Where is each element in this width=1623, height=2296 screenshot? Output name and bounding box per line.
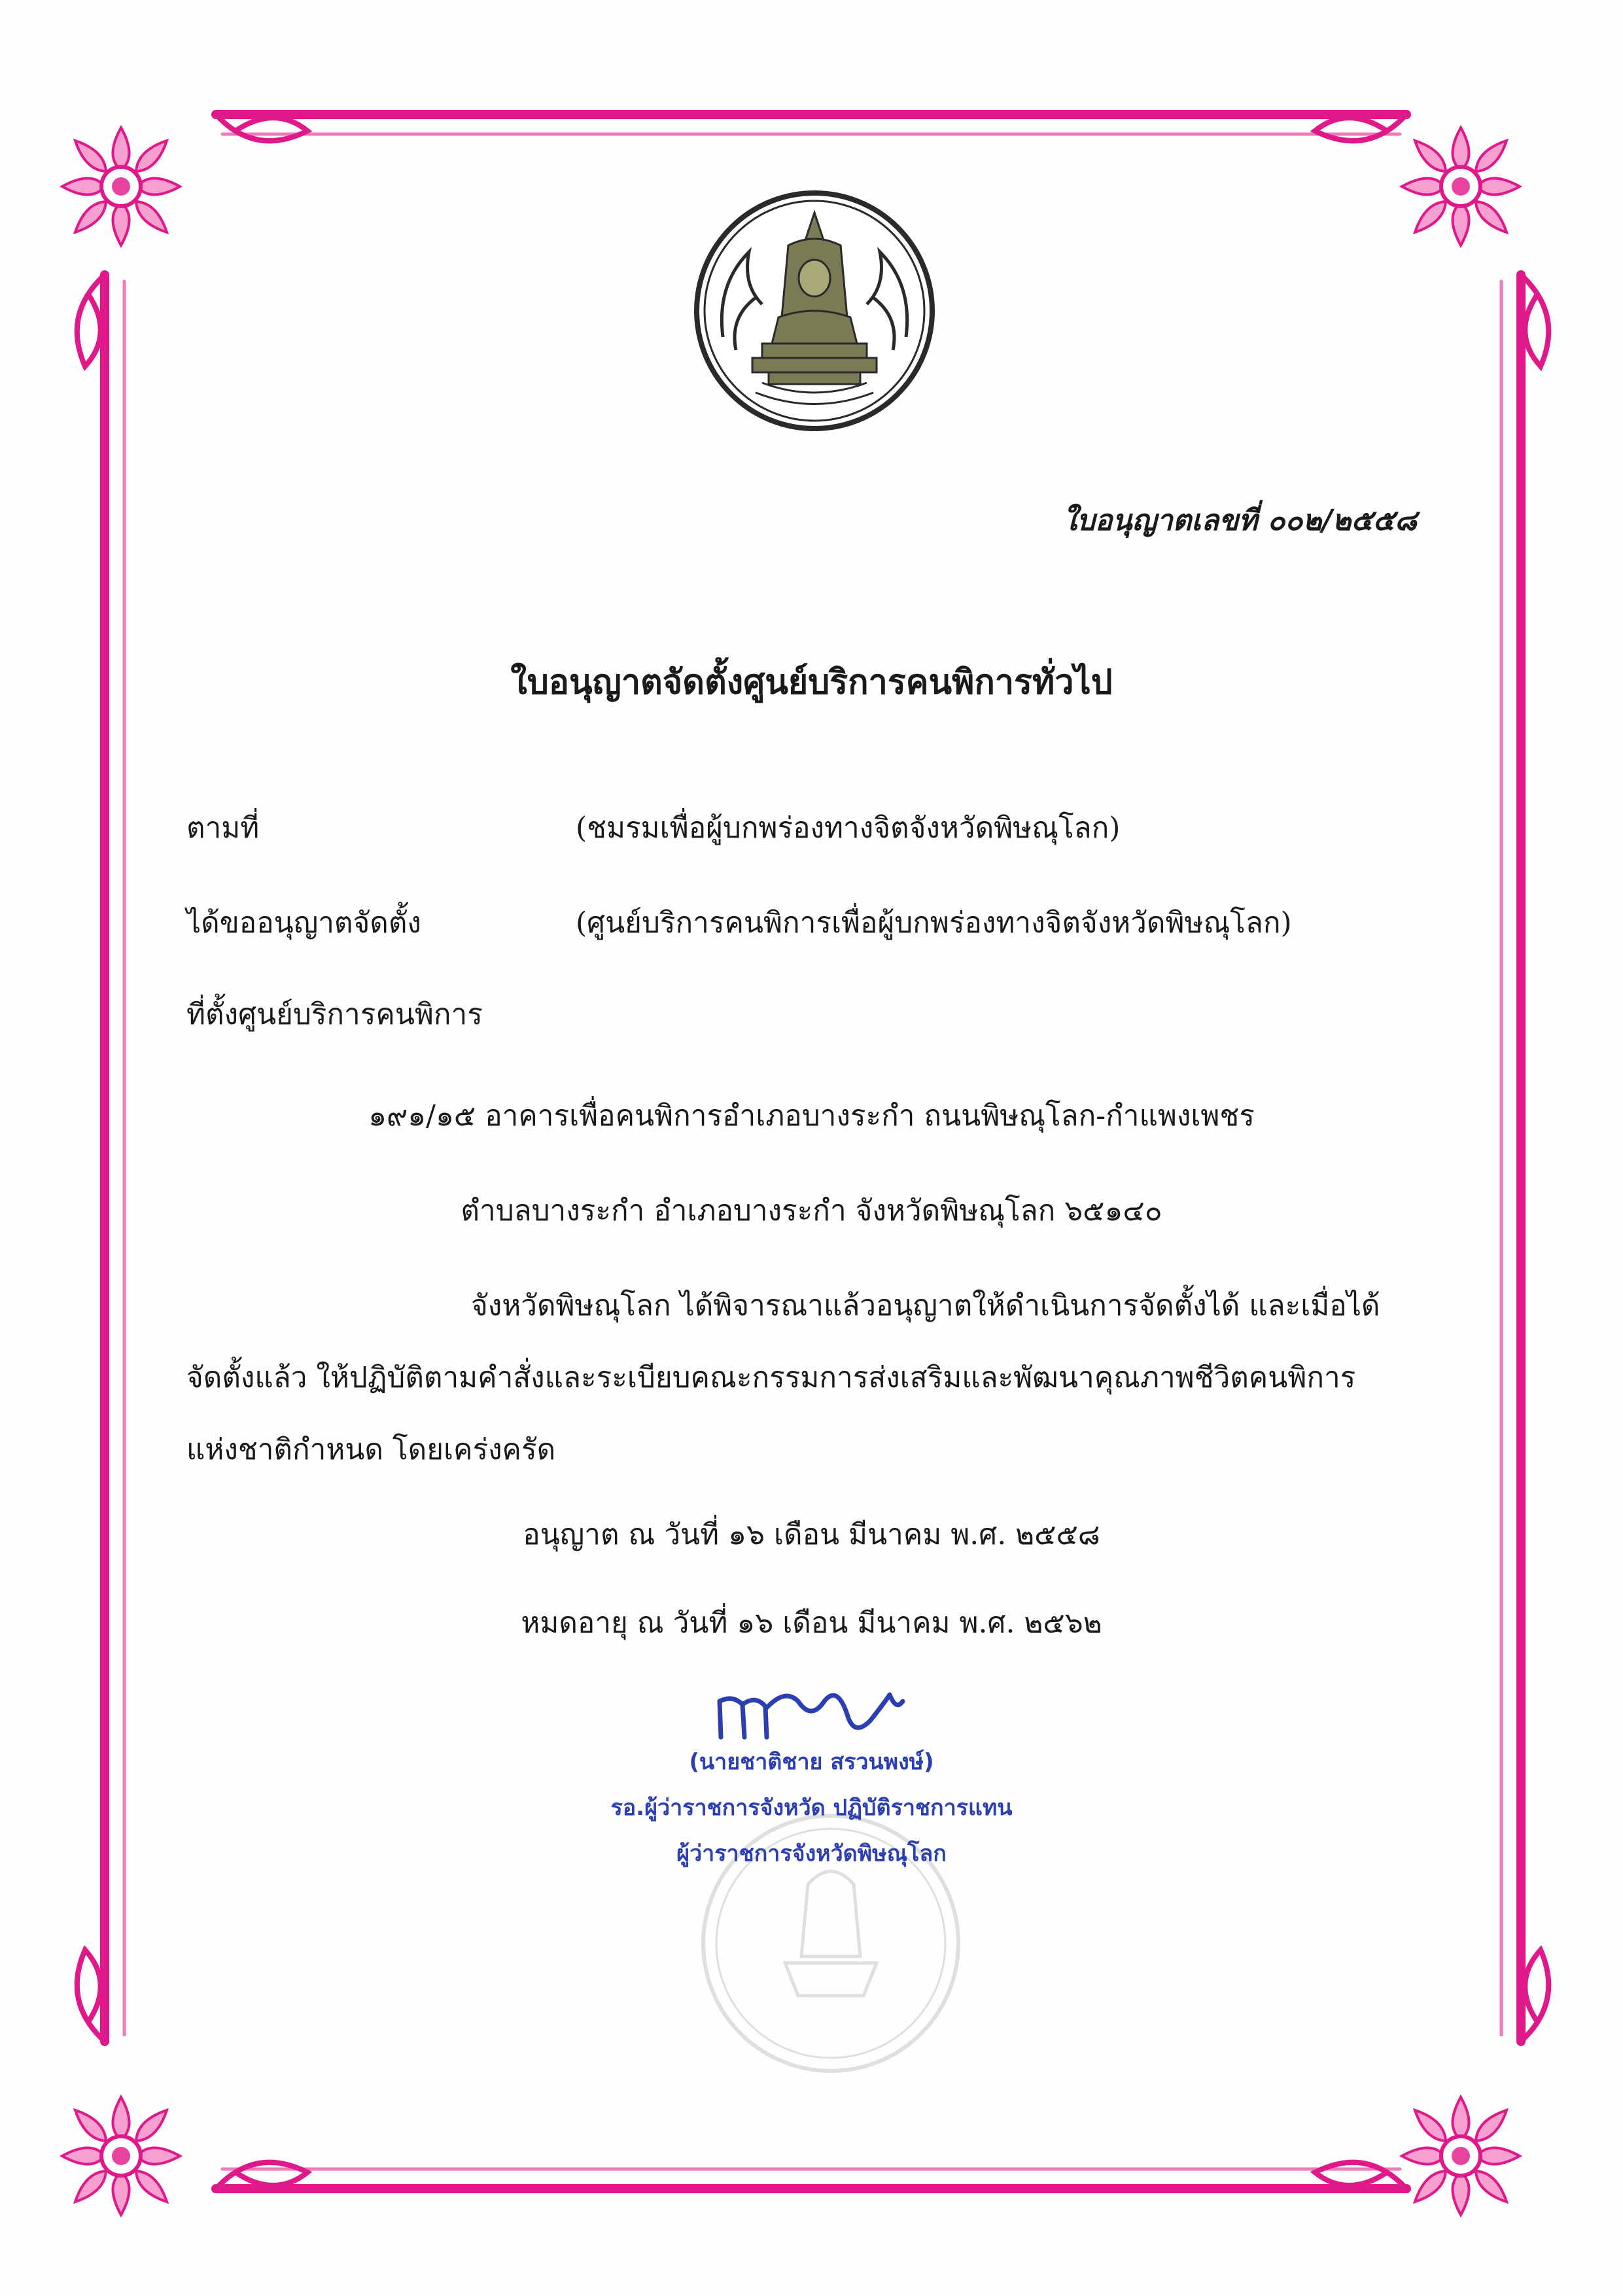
- body-line-2: จัดตั้งแล้ว ให้ปฏิบัติตามคำสั่งและระเบียบคณะกรรมการส่งเสริมและพัฒนาคุณภาพชีวิตคนพิการ: [186, 1361, 1356, 1394]
- according-value: (ชมรมเพื่อผู้บกพร่องทางจิตจังหวัดพิษณุโลก): [576, 811, 1121, 845]
- lotus-ornament-icon: [59, 124, 183, 249]
- document-title: ใบอนุญาตจัดตั้งศูนย์บริการคนพิการทั่วไป: [510, 662, 1113, 702]
- requested-label: ได้ขออนุญาตจัดตั้ง: [186, 906, 421, 940]
- lotus-ornament-icon: [1399, 2094, 1523, 2218]
- provincial-emblem-icon: [690, 186, 939, 435]
- address-line-1: ๑๙๑/๑๕ อาคารเพื่อคนพิการอำเภอบางระกำ ถนนพิษณุโลก-กำแพงเพชร: [368, 1099, 1255, 1133]
- granted-date: อนุญาต ณ วันที่ ๑๖ เดือน มีนาคม พ.ศ. ๒๕๕๘: [523, 1518, 1100, 1551]
- location-label: ที่ตั้งศูนย์บริการคนพิการ: [186, 998, 483, 1031]
- lotus-ornament-icon: [1399, 124, 1523, 249]
- body-line-3: แห่งชาติกำหนด โดยเคร่งครัด: [186, 1433, 556, 1466]
- requested-value: (ศูนย์บริการคนพิการเพื่อผู้บกพร่องทางจิตจังหวัดพิษณุโลก): [576, 906, 1292, 940]
- signatory-acting: รอ.ผู้ว่าราชการจังหวัด ปฏิบัติราชการแทน: [610, 1795, 1013, 1821]
- lotus-ornament-icon: [59, 2094, 183, 2218]
- address-line-2: ตำบลบางระกำ อำเภอบางระกำ จังหวัดพิษณุโลก ๖๕๑๔๐: [461, 1194, 1162, 1227]
- signatory-name: (นายชาติชาย สรวนพงษ์): [689, 1749, 934, 1775]
- body-line-1: จังหวัดพิษณุโลก ได้พิจารณาแล้วอนุญาตให้ดำเนินการจัดตั้งได้ และเมื่อได้: [471, 1289, 1380, 1322]
- expiry-date: หมดอายุ ณ วันที่ ๑๖ เดือน มีนาคม พ.ศ. ๒๕๖๒: [521, 1606, 1102, 1640]
- according-label: ตามที่: [186, 811, 260, 845]
- license-number: ใบอนุญาตเลขที่ ๐๐๒/๒๕๕๘: [1062, 504, 1417, 537]
- signature-icon: [713, 1675, 909, 1747]
- signatory-position: ผู้ว่าราชการจังหวัดพิษณุโลก: [676, 1841, 947, 1867]
